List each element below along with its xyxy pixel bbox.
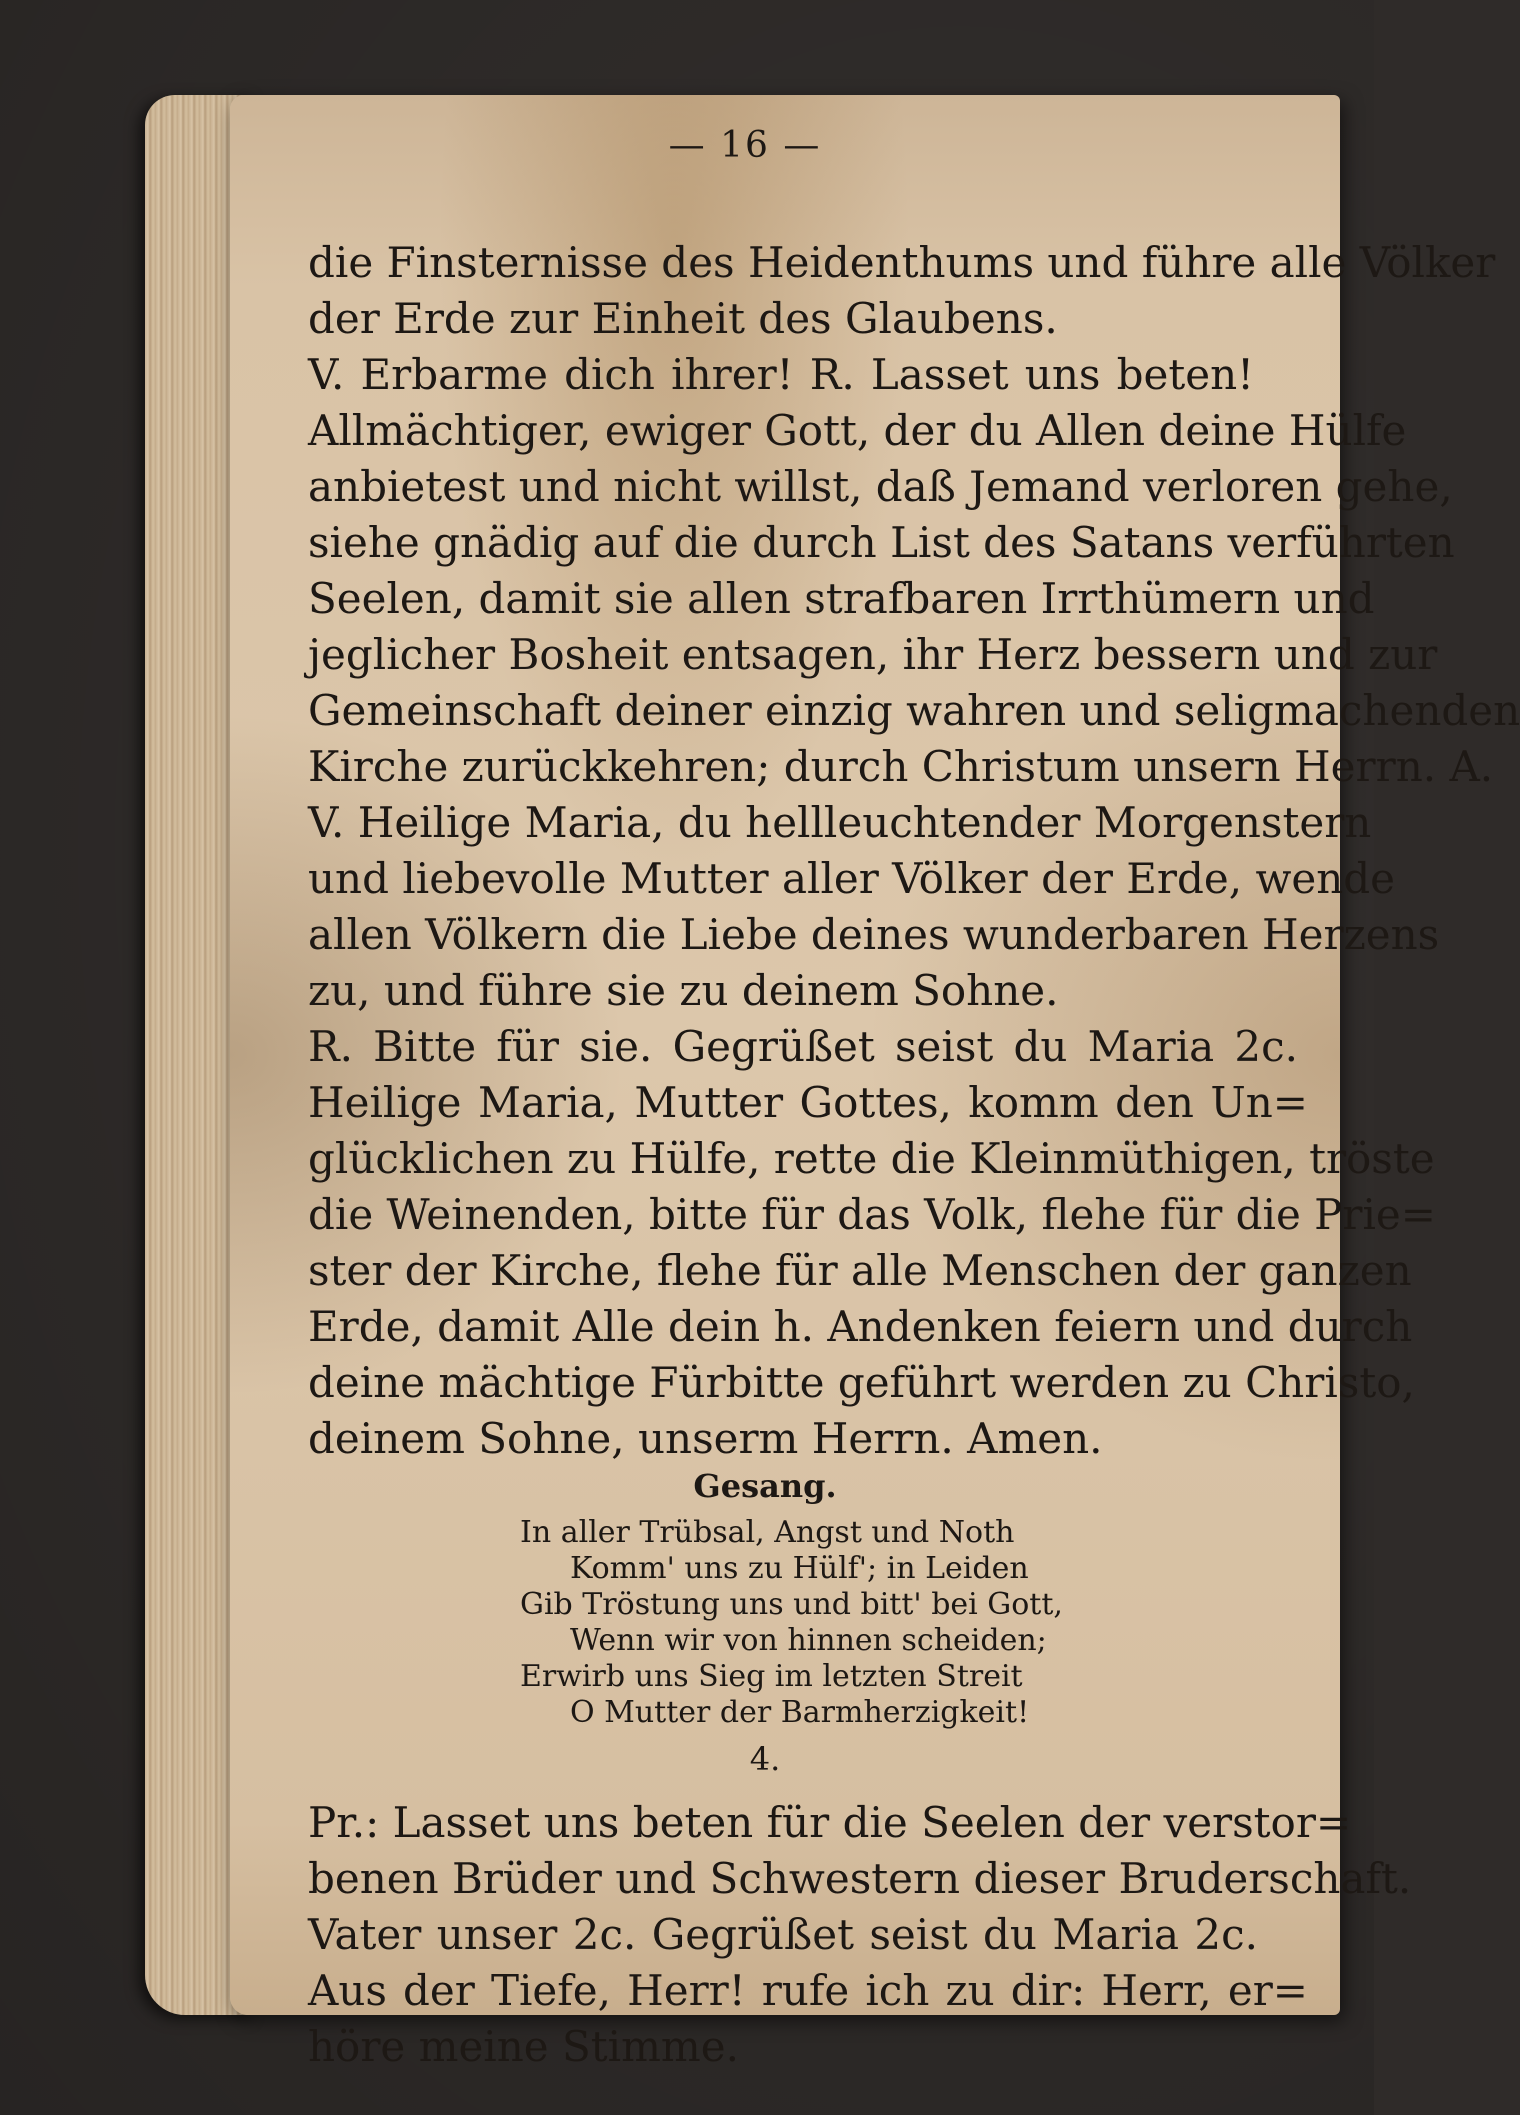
text-line: R. Bitte für sie. Gegrüßet seist du Maria 2c.	[308, 1022, 1298, 1071]
text-line: die Finsternisse des Heidenthums und führe alle Völker	[308, 238, 1496, 287]
hymn-verse: Wenn wir von hinnen scheiden;	[570, 1623, 1047, 1658]
hymn-verse: O Mutter der Barmherzigkeit!	[570, 1695, 1030, 1730]
text-line: Vater unser 2c. Gegrüßet seist du Maria 2c.	[308, 1910, 1258, 1959]
text-line: ster der Kirche, flehe für alle Menschen der ganzen	[308, 1246, 1412, 1295]
hymn-verse: Erwirb uns Sieg im letzten Streit	[520, 1659, 1023, 1694]
text-line: und liebevolle Mutter aller Völker der Erde, wende	[308, 854, 1396, 903]
text-line: Pr.: Lasset uns beten für die Seelen der verstor=	[308, 1798, 1352, 1847]
text-line: V. Erbarme dich ihrer! R. Lasset uns beten!	[308, 350, 1254, 399]
page-number: — 16 —	[668, 125, 822, 166]
page-text	[230, 95, 1520, 2071]
text-line: deinem Sohne, unserm Herrn. Amen.	[308, 1414, 1103, 1463]
hymn-heading: Gesang.	[693, 1467, 837, 1505]
text-line: Erde, damit Alle dein h. Andenken feiern und durch	[308, 1302, 1413, 1351]
hymn-verse: Komm' uns zu Hülf'; in Leiden	[570, 1551, 1029, 1586]
text-line: Heilige Maria, Mutter Gottes, komm den Un=	[308, 1078, 1308, 1127]
text-line: deine mächtige Fürbitte geführt werden zu Christo,	[308, 1358, 1415, 1407]
text-line: Aus der Tiefe, Herr! rufe ich zu dir: Herr, er=	[308, 1966, 1308, 2015]
text-line: siehe gnädig auf die durch List des Satans verführten	[308, 518, 1455, 567]
text-line: allen Völkern die Liebe deines wunderbaren Herzens	[308, 910, 1440, 959]
page-sheet	[230, 95, 1520, 2071]
text-line: Seelen, damit sie allen strafbaren Irrthümern und	[308, 574, 1375, 623]
text-line: jeglicher Bosheit entsagen, ihr Herz bessern und zur	[308, 630, 1438, 679]
text-line: Gemeinschaft deiner einzig wahren und seligmachenden	[308, 686, 1520, 735]
text-line: die Weinenden, bitte für das Volk, flehe für die Prie=	[308, 1190, 1436, 1239]
section-number: 4.	[749, 1740, 781, 1778]
text-line: höre meine Stimme.	[308, 2022, 739, 2071]
text-line: glücklichen zu Hülfe, rette die Kleinmüthigen, tröste	[308, 1134, 1435, 1183]
text-line: Kirche zurückkehren; durch Christum unsern Herrn. A.	[308, 742, 1494, 791]
text-line: Allmächtiger, ewiger Gott, der du Allen deine Hülfe	[308, 406, 1407, 455]
text-line: V. Heilige Maria, du hellleuchtender Morgenstern	[308, 798, 1372, 847]
text-line: anbietest und nicht willst, daß Jemand verloren gehe,	[308, 462, 1453, 511]
text-line: benen Brüder und Schwestern dieser Bruderschaft.	[308, 1854, 1412, 1903]
text-line: zu, und führe sie zu deinem Sohne.	[308, 966, 1059, 1015]
hymn-verse: Gib Tröstung uns und bitt' bei Gott,	[520, 1587, 1063, 1622]
text-line: der Erde zur Einheit des Glaubens.	[308, 294, 1058, 343]
hymn-verse: In aller Trübsal, Angst und Noth	[520, 1515, 1015, 1550]
